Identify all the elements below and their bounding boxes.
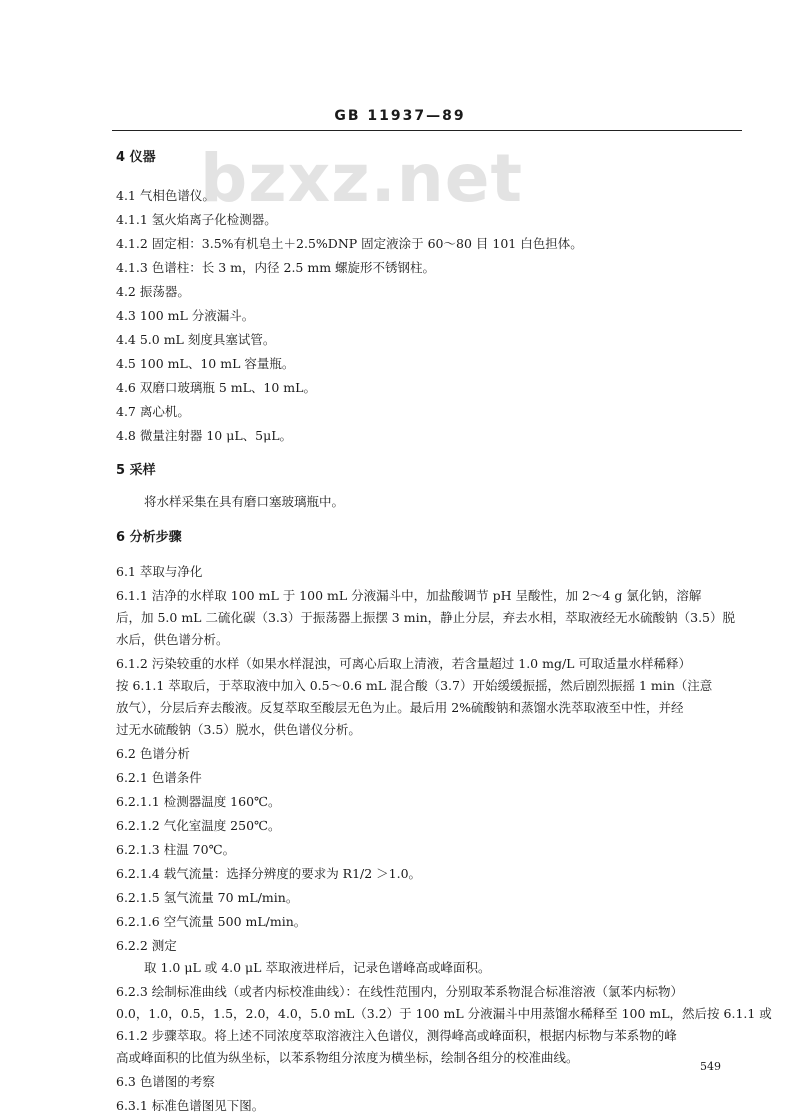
clause-6-2: 6.2 色谱分析	[116, 746, 190, 761]
clause-6-2-1-4: 6.2.1.4 载气流量：选择分辨度的要求为 R1/2 ＞1.0。	[116, 866, 422, 881]
clause-6-2-1-6: 6.2.1.6 空气流量 500 mL/min。	[116, 914, 307, 929]
standard-number-header: GB 11937—89	[334, 108, 466, 124]
clause-6-1-1-cont: 后，加 5.0 mL 二硫化碳（3.3）于振荡器上振摆 3 min，静止分层，弃去水相，萃取液经无水硫酸钠（3.5）脱	[116, 610, 736, 625]
clause-6-2-1-3: 6.2.1.3 柱温 70℃。	[116, 842, 236, 857]
clause-6-3: 6.3 色谱图的考察	[116, 1074, 215, 1089]
clause-6-2-3-cont: 0.0，1.0，0.5，1.5，2.0，4.0，5.0 mL（3.2）于 100 mL 分液漏斗中用蒸馏水稀释至 100 mL，然后按 6.1.1 或	[116, 1006, 772, 1021]
section-heading-6: 6 分析步骤	[116, 530, 182, 545]
page-number: 549	[700, 1060, 721, 1073]
clause-6-2-3-cont: 6.1.2 步骤萃取。将上述不同浓度萃取溶液注入色谱仪，测得峰高或峰面积，根据内标物与苯系物的峰	[116, 1028, 677, 1043]
clause-4-1-3: 4.1.3 色谱柱：长 3 m，内径 2.5 mm 螺旋形不锈钢柱。	[116, 260, 436, 275]
clause-6-2-2: 6.2.2 测定	[116, 938, 177, 953]
clause-4-6: 4.6 双磨口玻璃瓶 5 mL、10 mL。	[116, 380, 316, 395]
clause-4-8: 4.8 微量注射器 10 μL、5μL。	[116, 428, 293, 443]
clause-6-1-2-cont: 按 6.1.1 萃取后，于萃取液中加入 0.5～0.6 mL 混合酸（3.7）开始缓缓振摇，然后剧烈振摇 1 min（注意	[116, 678, 713, 693]
clause-4-7: 4.7 离心机。	[116, 404, 190, 419]
section-heading-4: 4 仪器	[116, 150, 156, 165]
clause-6-1-2-cont: 放气），分层后弃去酸液。反复萃取至酸层无色为止。最后用 2%硫酸钠和蒸馏水洗萃取液至中性，并经	[116, 700, 684, 715]
clause-6-2-1-2: 6.2.1.2 气化室温度 250℃。	[116, 818, 281, 833]
clause-6-2-3: 6.2.3 绘制标准曲线（或者内标校准曲线）：在线性范围内，分别取苯系物混合标准溶液（氯苯内标物）	[116, 984, 684, 999]
clause-6-3-1: 6.3.1 标准色谱图见下图。	[116, 1098, 265, 1113]
clause-6-2-1: 6.2.1 色谱条件	[116, 770, 202, 785]
clause-4-4: 4.4 5.0 mL 刻度具塞试管。	[116, 332, 276, 347]
clause-6-2-1-5: 6.2.1.5 氢气流量 70 mL/min。	[116, 890, 299, 905]
header-divider	[112, 130, 742, 131]
section-heading-5: 5 采样	[116, 463, 156, 478]
clause-4-3: 4.3 100 mL 分液漏斗。	[116, 308, 255, 323]
watermark-logo: bzxz.net	[200, 140, 524, 217]
clause-4-2: 4.2 振荡器。	[116, 284, 190, 299]
sampling-text: 将水样采集在具有磨口塞玻璃瓶中。	[144, 494, 345, 509]
clause-6-1-1-cont: 水后，供色谱分析。	[116, 632, 229, 647]
clause-4-5: 4.5 100 mL、10 mL 容量瓶。	[116, 356, 295, 371]
clause-4-1-1: 4.1.1 氢火焰离子化检测器。	[116, 212, 277, 227]
clause-4-1-2: 4.1.2 固定相：3.5%有机皂土＋2.5%DNP 固定液涂于 60～80 目 101 白色担体。	[116, 236, 583, 251]
clause-6-1-2: 6.1.2 污染较重的水样（如果水样混浊，可离心后取上清液，若含量超过 1.0 mg/L 可取适量水样稀释）	[116, 656, 691, 671]
clause-6-2-2-text: 取 1.0 μL 或 4.0 μL 萃取液进样后，记录色谱峰高或峰面积。	[144, 960, 491, 975]
clause-6-1-1: 6.1.1 洁净的水样取 100 mL 于 100 mL 分液漏斗中，加盐酸调节 pH 呈酸性，加 2～4 g 氯化钠，溶解	[116, 588, 702, 603]
clause-4-1: 4.1 气相色谱仪。	[116, 188, 215, 203]
clause-6-2-3-cont: 高或峰面积的比值为纵坐标，以苯系物组分浓度为横坐标，绘制各组分的校准曲线。	[116, 1050, 579, 1065]
clause-6-2-1-1: 6.2.1.1 检测器温度 160℃。	[116, 794, 281, 809]
clause-6-1-2-cont: 过无水硫酸钠（3.5）脱水，供色谱仪分析。	[116, 722, 361, 737]
clause-6-1: 6.1 萃取与净化	[116, 564, 203, 579]
